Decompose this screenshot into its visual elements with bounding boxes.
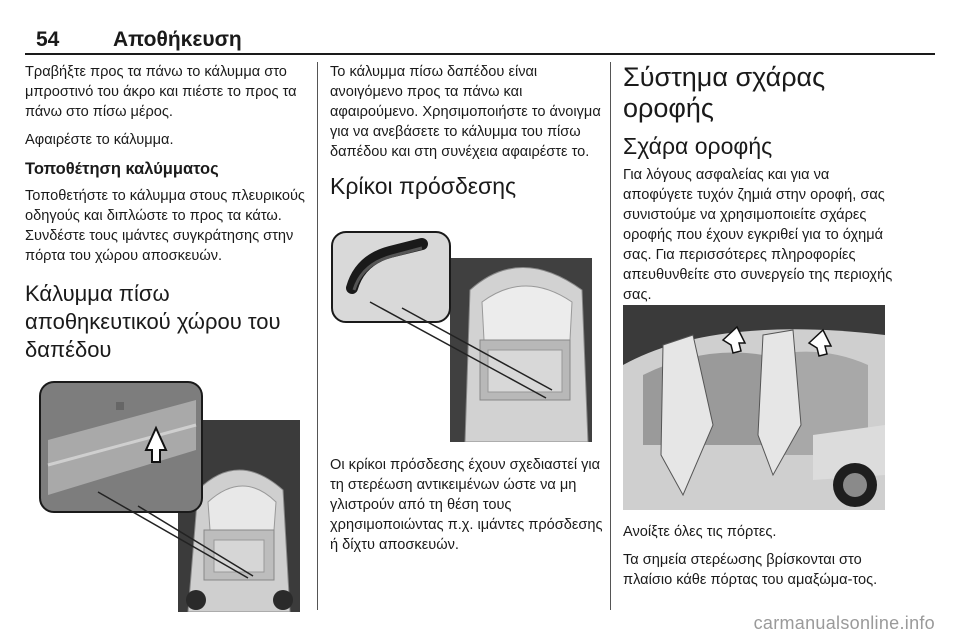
tie-down-rings-illustration [330, 230, 592, 442]
paragraph-floor-cover-info: Το κάλυμμα πίσω δαπέδου είναι ανοιγόμενο προς τα πάνω και αφαιρούμενο. Χρησιμοποιήστε το άνοιγμα για να ανεβάσετε το κάλυμμα του πίσω δαπέδου και στη συνέχεια αφαιρέστε το. [330, 64, 601, 160]
column-middle [330, 62, 605, 209]
heading-floor-cover: Κάλυμμα πίσω αποθηκευτικού χώρου του δαπέδου [25, 281, 281, 362]
paragraph-mounting-points: Τα σημεία στερέωσης βρίσκονται στο πλαίσιο κάθε πόρτας του αμαξώμα-τος. [623, 552, 878, 588]
page-number: 54 [36, 28, 60, 51]
header-rule [25, 53, 935, 55]
column-divider [610, 62, 611, 610]
heading-roof-rack: Σχάρα οροφής [623, 133, 773, 159]
section-title: Αποθήκευση [113, 28, 242, 51]
column-right-lower [623, 522, 898, 598]
heading-install-cover: Τοποθέτηση καλύμματος [25, 160, 219, 178]
column-middle-lower [330, 455, 605, 563]
paragraph-open-doors: Ανοίξτε όλες τις πόρτες. [623, 524, 777, 540]
column-left [25, 62, 310, 370]
paragraph-roof-rack: Για λόγους ασφαλείας και για να αποφύγετε τυχόν ζημιά στην οροφή, σας συνιστούμε να χρησιμοποιείτε σχάρες οροφής που έχουν εγκριθεί για το όχημά σας. Για περισσότερες πληροφορίες απευθυνθείτε στο συνεργείο της περιοχής σας. [623, 167, 893, 303]
heading-roof-rack-system: Σύστημα σχάρας οροφής [623, 62, 826, 123]
paragraph-remove-cover: Αφαιρέστε το κάλυμμα. [25, 132, 174, 148]
column-right [623, 62, 898, 313]
roof-rack-mounting-illustration [623, 305, 885, 510]
paragraph-install-cover: Τοποθετήστε το κάλυμμα στους πλευρικούς οδηγούς και διπλώστε το προς τα κάτω. Συνδέστε τους ιμάντες συγκράτησης στην πόρτα του χώρου αποσκευών. [25, 188, 305, 264]
floor-cover-illustration [38, 380, 300, 612]
watermark: carmanualsonline.info [753, 613, 935, 633]
heading-tie-down-rings: Κρίκοι πρόσδεσης [330, 173, 517, 199]
column-divider [317, 62, 318, 610]
paragraph-lift-cover: Τραβήξτε προς τα πάνω το κάλυμμα στο μπροστινό του άκρο και πιέστε το προς τα πάνω στο πίσω μέρος. [25, 64, 297, 120]
paragraph-tie-down-rings: Οι κρίκοι πρόσδεσης έχουν σχεδιαστεί για τη στερέωση αντικειμένων ώστε να μη γλιστρούν από τη θέση τους χρησιμοποιώντας π.χ. ιμάντες πρόσδεσης ή δίχτυ αποσκευών. [330, 457, 603, 553]
